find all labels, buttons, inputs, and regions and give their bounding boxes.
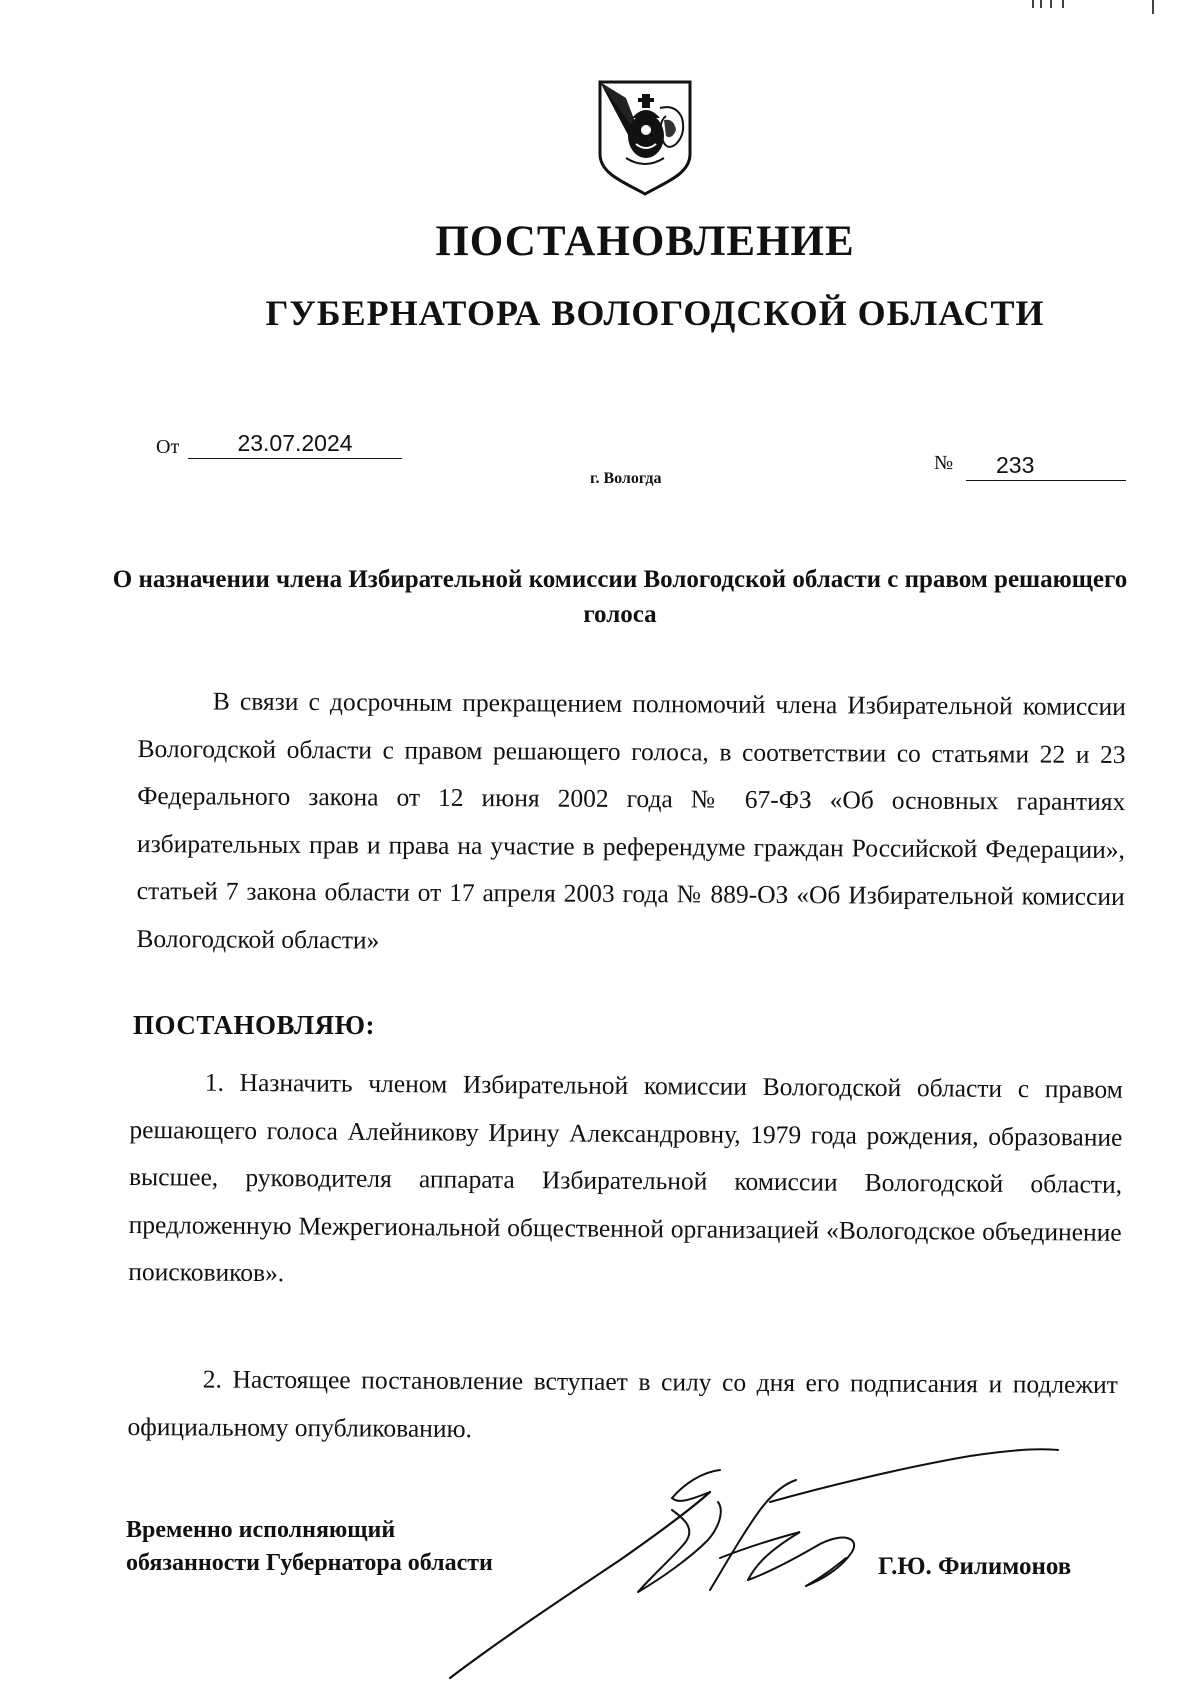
signatory-name: Г.Ю. Филимонов	[878, 1553, 1072, 1580]
document-subtitle: ГУБЕРНАТОРА ВОЛОГОДСКОЙ ОБЛАСТИ	[265, 293, 1045, 333]
date-label: От	[156, 436, 180, 458]
decree-item-2: 2. Настоящее постановление вступает в силу со дня его подписания и подлежит официальному опубликованию.	[127, 1364, 1118, 1443]
intro-paragraph: В связи с досрочным прекращением полномочий члена Избирательной комиссии Вологодской области с правом решающего голоса, в соответствии со статьями 22 и 23 Федерального закона от 12 июня 2002 года № 67-ФЗ «Об основных гарантиях избирательных прав и права на участие в референдуме граждан Российской Федерации», статьей 7 закона области от 17 апреля 2003 года № 889-ОЗ «Об Избирательной комиссии Вологодской области»	[136, 686, 1126, 954]
signatory-position-line-1: Временно исполняющий	[126, 1517, 396, 1543]
document-date: 23.07.2024	[188, 430, 402, 459]
coat-of-arms-icon	[596, 78, 694, 196]
number-label: №	[934, 452, 954, 474]
decree-word: ПОСТАНОВЛЯЮ:	[133, 1010, 375, 1040]
document-number: 233	[966, 452, 1126, 481]
document-title: ПОСТАНОВЛЕНИЕ	[435, 218, 855, 265]
document-heading: О назначении члена Избирательной комиссии Вологодской области с правом решающего голоса	[112, 566, 1128, 628]
signatory-position-line-2: обязанности Губернатора области	[126, 1550, 493, 1576]
signatory-position	[126, 1514, 493, 1580]
decree-item-1: 1. Назначить членом Избирательной комиссии Вологодской области с правом решающего голоса Алейникову Ирину Александровну, 1979 года рождения, образование высшее, руководителя аппарата Избирательной комиссии Вологодской области, предложенную Межрегиональной общественной организацией «Вологодское объединение поисковиков».	[128, 1067, 1123, 1288]
scan-artifact	[1032, 0, 1172, 14]
city-name: г. Вологда	[590, 470, 662, 487]
